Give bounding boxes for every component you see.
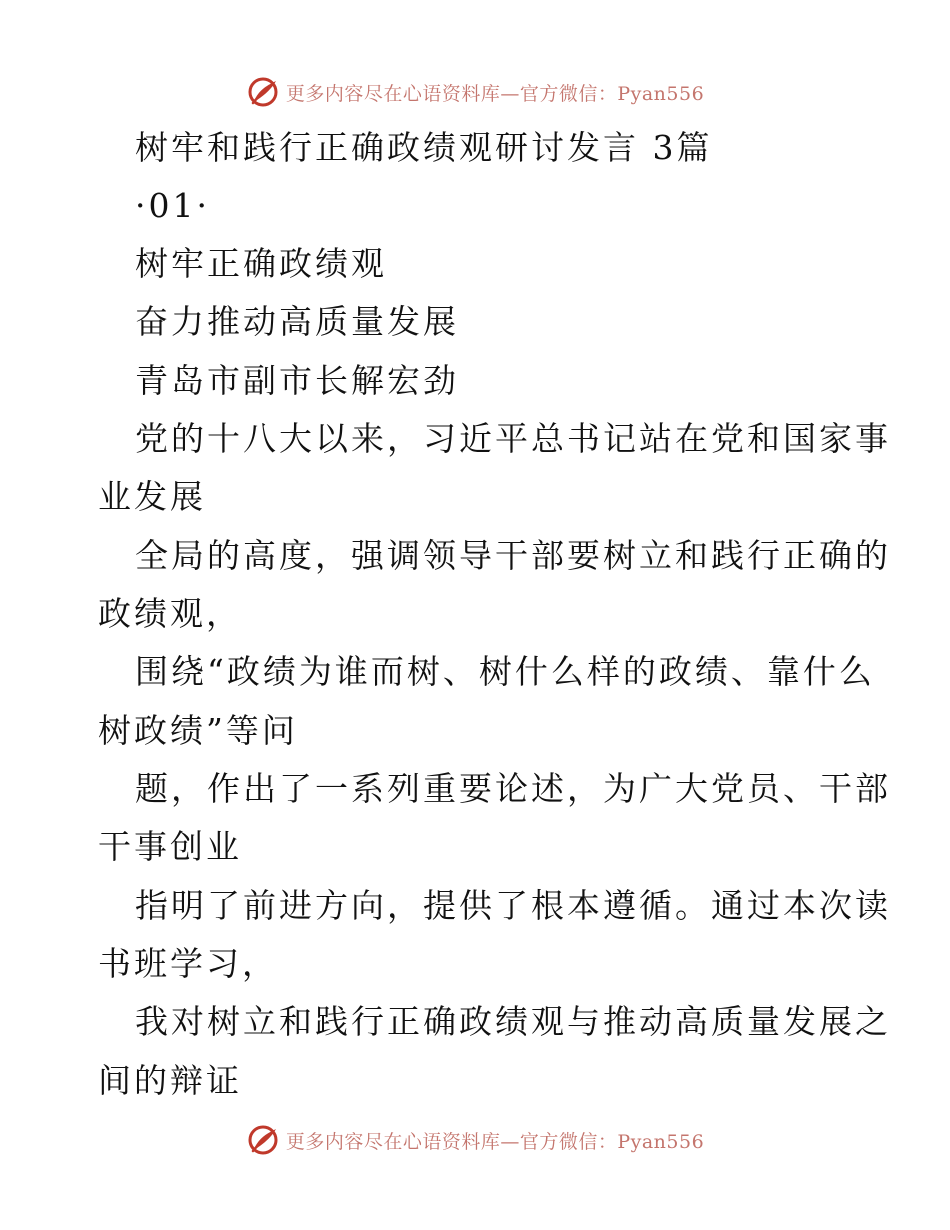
header-watermark-text: 更多内容尽在心语资料库—官方微信：Pyan556 <box>285 82 705 105</box>
quill-logo-icon <box>246 1123 280 1157</box>
paragraph-line: 围绕“政绩为谁而树、树什么样的政绩、靠什么 <box>135 652 875 691</box>
paragraph-line: 我对树立和践行正确政绩观与推动高质量发展之 <box>135 1002 891 1041</box>
paragraph-line: 党的十八大以来，习近平总书记站在党和国家事 <box>135 419 891 458</box>
footer-watermark-banner <box>0 1118 950 1162</box>
paragraph-line: 间的辩证 <box>98 1061 242 1100</box>
paragraph-line: 政绩观， <box>98 594 242 633</box>
section-number: ·01· <box>135 186 210 225</box>
document-title: 树牢和践行正确政绩观研讨发言 3篇 <box>135 128 713 167</box>
footer-watermark-text: 更多内容尽在心语资料库—官方微信：Pyan556 <box>285 1130 705 1153</box>
paragraph-line: 书班学习， <box>98 944 278 983</box>
section-heading: 树牢正确政绩观 <box>135 244 387 283</box>
author-line: 青岛市副市长解宏劲 <box>135 361 459 400</box>
paragraph-line: 树政绩”等问 <box>98 711 298 750</box>
paragraph-line: 指明了前进方向，提供了根本遵循。通过本次读 <box>135 886 891 925</box>
paragraph-line: 题，作出了一系列重要论述，为广大党员、干部 <box>135 769 891 808</box>
section-subheading: 奋力推动高质量发展 <box>135 302 459 341</box>
paragraph-line: 业发展 <box>98 477 206 516</box>
paragraph-line: 干事创业 <box>98 827 242 866</box>
paragraph-line: 全局的高度，强调领导干部要树立和践行正确的 <box>135 536 891 575</box>
